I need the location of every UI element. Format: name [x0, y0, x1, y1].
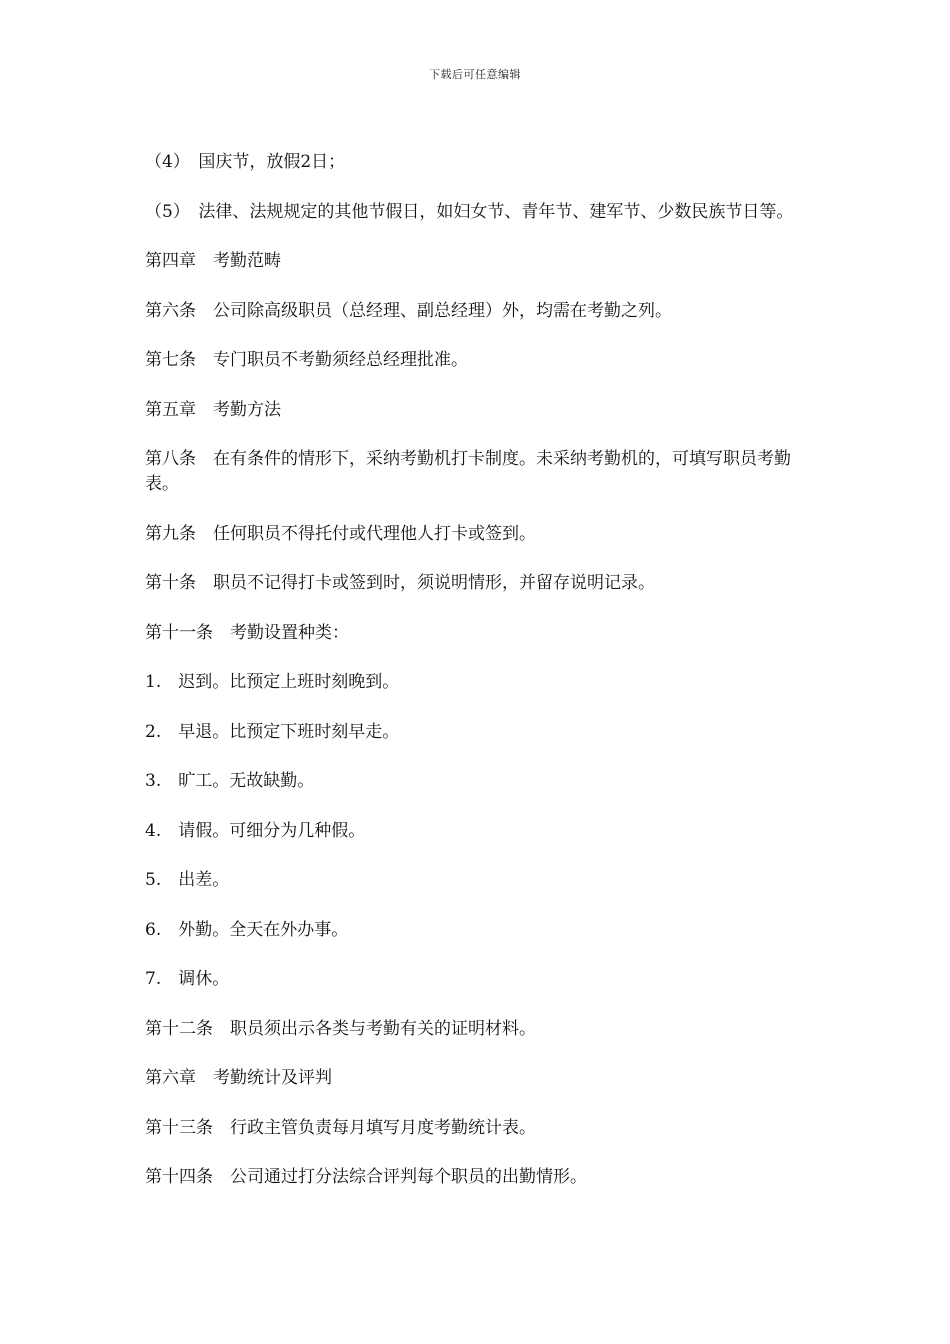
list-item-early-leave: 2. 早退。比预定下班时刻早走。	[145, 721, 400, 742]
article-8: 第八条 在有条件的情形下，采纳考勤机打卡制度。未采纳考勤机的，可填写职员考勤表。	[145, 449, 791, 494]
article-6: 第六条 公司除高级职员（总经理、副总经理）外，均需在考勤之列。	[145, 300, 672, 321]
list-item-late: 1. 迟到。比预定上班时刻晚到。	[145, 672, 400, 692]
article-10: 第十条 职员不记得打卡或签到时，须说明情形，并留存说明记录。	[145, 573, 655, 593]
list-item-leave: 4. 请假。可细分为几种假。	[145, 820, 366, 841]
paragraph-holiday-5: （5） 法律、法规规定的其他节假日，如妇女节、青年节、建军节、少数民族节日等。	[145, 201, 794, 222]
list-item-field-work: 6. 外勤。全天在外办事。	[145, 919, 349, 940]
article-11: 第十一条 考勤设置种类：	[145, 622, 349, 643]
list-item-shift-rest: 7. 调休。	[145, 969, 230, 989]
list-item-business-trip: 5. 出差。	[145, 870, 230, 890]
article-12: 第十二条 职员须出示各类与考勤有关的证明材料。	[145, 1018, 536, 1039]
chapter-heading-4: 第四章 考勤范畴	[145, 251, 281, 271]
paragraph-holiday-4: （4） 国庆节，放假2日；	[145, 152, 346, 172]
article-7: 第七条 专门职员不考勤须经总经理批准。	[145, 350, 468, 370]
article-9: 第九条 任何职员不得托付或代理他人打卡或签到。	[145, 523, 536, 544]
document-body	[145, 150, 810, 1215]
page-header: 下载后可任意编辑	[429, 68, 521, 81]
article-14: 第十四条 公司通过打分法综合评判每个职员的出勤情形。	[145, 1167, 587, 1187]
article-13: 第十三条 行政主管负责每月填写月度考勤统计表。	[145, 1117, 536, 1138]
chapter-heading-6: 第六章 考勤统计及评判	[145, 1068, 332, 1088]
list-item-absence: 3. 旷工。无故缺勤。	[145, 771, 315, 791]
chapter-heading-5: 第五章 考勤方法	[145, 399, 281, 420]
